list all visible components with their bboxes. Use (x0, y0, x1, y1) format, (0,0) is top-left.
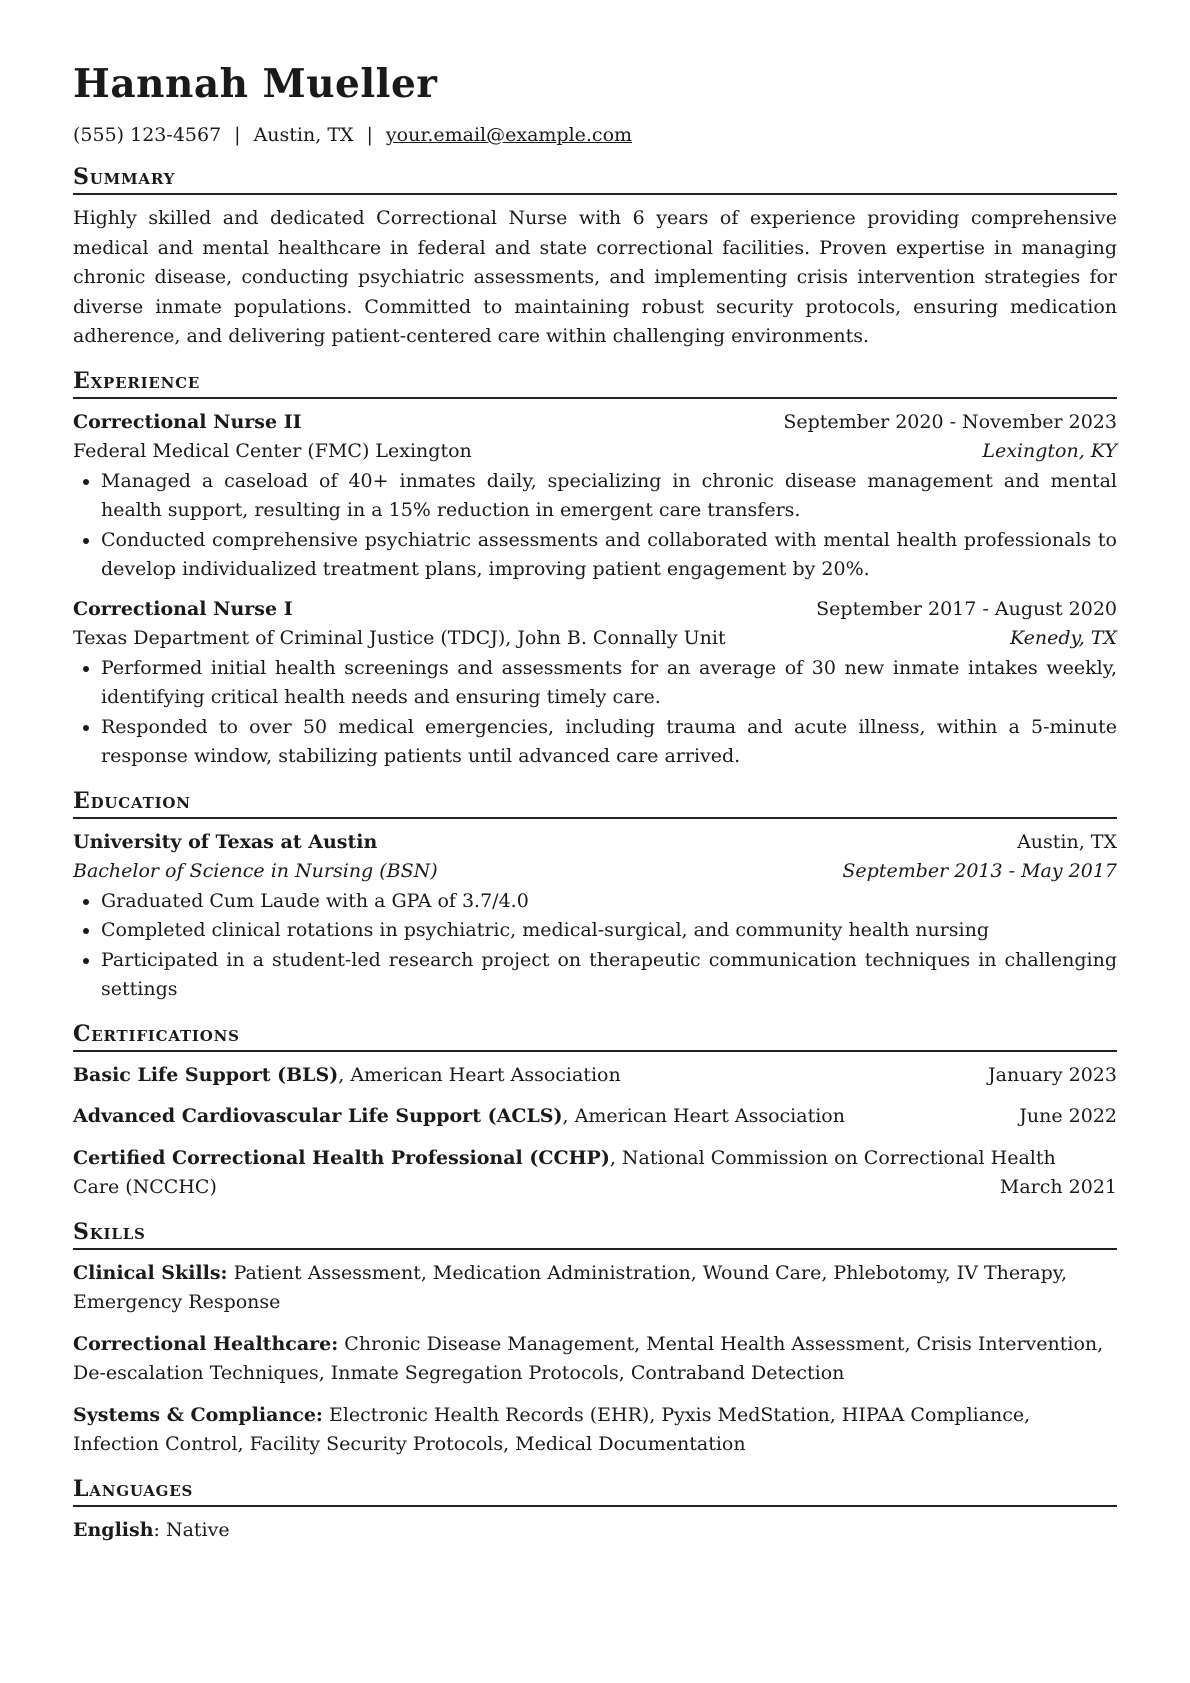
list-item: • Conducted comprehensive psychiatric assessments and collaborated with mental health professionals to develop individualized treatment plans, improving patient engagement by 20%. (101, 526, 1117, 585)
job-bullets (73, 654, 1117, 772)
language-item (73, 1516, 1117, 1546)
certification-date: March 2021 (999, 1176, 1117, 1198)
education-section (73, 787, 1117, 1005)
skill-group (73, 1401, 1117, 1460)
skill-group-label: Clinical Skills: (73, 1261, 228, 1284)
job-location: Kenedy, TX (1009, 627, 1117, 649)
certification-name: Certified Correctional Health Professional (CCHP) (73, 1146, 610, 1169)
certification-item (73, 1102, 1117, 1132)
certification-name: Basic Life Support (BLS) (73, 1063, 339, 1086)
certifications-section (73, 1020, 1117, 1203)
language-name: English (73, 1518, 154, 1541)
candidate-name: Hannah Mueller (73, 61, 438, 107)
certification-name: Advanced Cardiovascular Life Support (ACLS) (73, 1105, 563, 1127)
contact-separator: | (234, 124, 241, 146)
list-item: • Graduated Cum Laude with a GPA of 3.7/4.0 (101, 887, 1117, 917)
section-title-skills: Skills (73, 1218, 1117, 1250)
summary-section (73, 163, 1117, 352)
skills-section (73, 1218, 1117, 1460)
list-item: • Responded to over 50 medical emergencies, including trauma and acute illness, within a 5-minute response window, stabilizing patients until advanced care arrived. (101, 713, 1117, 772)
location: Austin, TX (253, 124, 354, 146)
section-title-certifications: Certifications (73, 1020, 1117, 1052)
experience-section (73, 367, 1117, 772)
certification-issuer-continued: Care (NCCHC) (73, 1176, 217, 1198)
school-location: Austin, TX (1017, 830, 1117, 853)
education-bullets (73, 887, 1117, 1005)
language-level: : Native (153, 1518, 230, 1541)
languages-section (73, 1475, 1117, 1546)
skill-group-text: Patient Assessment, Medication Administration, Wound Care, Phlebotomy, IV Therapy, Emergency Response (73, 1261, 1067, 1313)
job-bullets (73, 467, 1117, 585)
certification-item (73, 1144, 1117, 1203)
certification-date: June 2022 (1019, 1105, 1117, 1127)
list-item: • Participated in a student-led research project on therapeutic communication techniques in challenging settings (101, 946, 1117, 1005)
skill-group-label: Correctional Healthcare: (73, 1332, 339, 1355)
skill-group (73, 1259, 1117, 1318)
education-dates: September 2013 - May 2017 (842, 860, 1117, 882)
certification-issuer: , National Commission on Correctional Health (609, 1146, 1056, 1169)
job-role: Correctional Nurse II (73, 410, 302, 433)
list-item: • Managed a caseload of 40+ inmates daily, specializing in chronic disease management and mental health support, resulting in a 15% reduction in emergent care transfers. (101, 467, 1117, 526)
certification-issuer: , American Heart Association (562, 1105, 845, 1127)
job-role: Correctional Nurse I (73, 597, 293, 620)
section-title-languages: Languages (73, 1475, 1117, 1507)
phone-number: (555) 123-4567 (73, 124, 222, 146)
skill-group-label: Systems & Compliance: (73, 1403, 323, 1426)
section-title-education: Education (73, 787, 1117, 819)
contact-line (73, 122, 1117, 148)
section-title-summary: Summary (73, 163, 1117, 195)
skill-group-text: Electronic Health Records (EHR), Pyxis MedStation, HIPAA Compliance, Infection Control, Facility Security Protocols, Medical Documentation (73, 1403, 1031, 1455)
certification-date: January 2023 (988, 1063, 1117, 1086)
list-item: • Performed initial health screenings and assessments for an average of 30 new inmate intakes weekly, identifying critical health needs and ensuring timely care. (101, 654, 1117, 713)
job-dates: September 2017 - August 2020 (816, 597, 1117, 620)
summary-text: Highly skilled and dedicated Correctional Nurse with 6 years of experience providing comprehensive medical and mental healthcare in federal and state correctional facilities. Proven expertise in managing chronic disease, conducting psychiatric assessments, and implementing crisis intervention strategies for diverse inmate populations. Committed to maintaining robust security protocols, ensuring medication adherence, and delivering patient-centered care within challenging environments. (73, 207, 1117, 347)
job-location: Lexington, KY (982, 440, 1117, 462)
skill-group-text: Chronic Disease Management, Mental Health Assessment, Crisis Intervention, De-escalation Techniques, Inmate Segregation Protocols, Contraband Detection (73, 1332, 1104, 1384)
job-entry (73, 408, 1117, 585)
degree: Bachelor of Science in Nursing (BSN) (73, 860, 438, 882)
job-employer: Texas Department of Criminal Justice (TDCJ), John B. Connally Unit (73, 627, 726, 649)
list-item: • Completed clinical rotations in psychiatric, medical-surgical, and community health nursing (101, 916, 1117, 946)
job-entry (73, 595, 1117, 772)
section-title-experience: Experience (73, 367, 1117, 399)
job-employer: Federal Medical Center (FMC) Lexington (73, 440, 472, 462)
school-name: University of Texas at Austin (73, 830, 378, 853)
certification-issuer: , American Heart Association (338, 1063, 621, 1086)
contact-separator: | (366, 124, 373, 146)
job-dates: September 2020 - November 2023 (783, 410, 1117, 433)
skill-group (73, 1330, 1117, 1389)
email-link[interactable]: your.email@example.com (385, 124, 633, 146)
certification-item (73, 1061, 1117, 1091)
